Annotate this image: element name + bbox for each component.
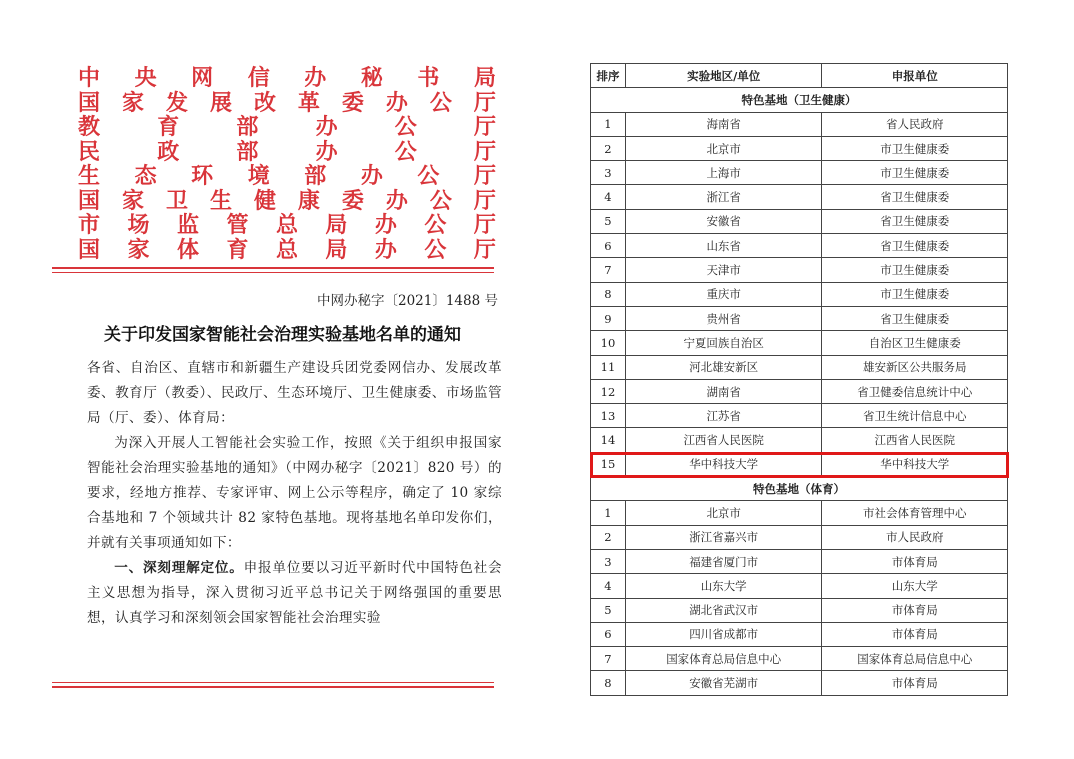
row-applicant: 市体育局 — [822, 622, 1008, 646]
issuer-char: 国 — [78, 236, 101, 263]
issuer-char: 公 — [417, 163, 440, 189]
row-rank: 7 — [591, 647, 626, 671]
issuer-char: 厅 — [473, 163, 496, 189]
table-row — [591, 647, 1008, 671]
row-rank: 5 — [591, 209, 626, 233]
row-region: 山东大学 — [625, 574, 822, 598]
row-region: 河北雄安新区 — [625, 355, 822, 379]
header-rank: 排序 — [591, 64, 626, 88]
issuer-char: 家 — [121, 89, 144, 116]
table-row — [591, 161, 1008, 185]
issuer-char: 书 — [417, 65, 440, 91]
body-paragraph-2 — [87, 556, 502, 631]
row-applicant: 市体育局 — [822, 671, 1008, 695]
section-title: 特色基地（体育） — [591, 477, 1008, 501]
row-applicant: 省卫生健康委 — [822, 209, 1008, 233]
issuer-char: 康 — [297, 187, 320, 214]
base-list-page — [590, 63, 1008, 696]
issuer-char: 政 — [157, 138, 180, 165]
issuer-char: 境 — [247, 163, 270, 189]
row-applicant: 市卫生健康委 — [822, 258, 1008, 282]
row-applicant: 自治区卫生健康委 — [822, 331, 1008, 355]
row-rank: 1 — [591, 501, 626, 525]
table-row — [591, 258, 1008, 282]
row-rank: 9 — [591, 306, 626, 330]
table-row — [591, 355, 1008, 379]
issuer-char: 总 — [275, 236, 298, 263]
row-rank: 6 — [591, 234, 626, 258]
issuing-agencies-header — [78, 66, 496, 262]
row-rank: 8 — [591, 282, 626, 306]
section-row — [591, 88, 1008, 112]
issuer-char: 厅 — [473, 89, 496, 116]
row-region: 海南省 — [625, 112, 822, 136]
red-separator-top — [52, 267, 494, 273]
issuer-char: 厅 — [473, 236, 496, 263]
notice-page — [40, 58, 510, 708]
base-list-table — [590, 63, 1008, 696]
row-applicant: 华中科技大学 — [822, 452, 1008, 476]
row-rank: 14 — [591, 428, 626, 452]
section-text-1: 申报单位要以习近平新时代中国特色社会主义思想为指导，深入贯彻习近平总书记关于网络强国的重要思想，认真学习和深刻领会国家智能社会治理实验 — [87, 560, 502, 626]
header-applicant: 申报单位 — [822, 64, 1008, 88]
issuer-char: 公 — [429, 89, 452, 116]
issuer-char: 中 — [78, 65, 101, 91]
row-applicant: 国家体育总局信息中心 — [822, 647, 1008, 671]
issuer-char: 育 — [226, 236, 249, 263]
row-rank: 2 — [591, 136, 626, 160]
issuer-char: 办 — [315, 114, 338, 140]
row-rank: 1 — [591, 112, 626, 136]
row-region: 北京市 — [625, 136, 822, 160]
row-applicant: 省卫生健康委 — [822, 185, 1008, 209]
issuer-char: 局 — [325, 212, 348, 238]
row-applicant: 市体育局 — [822, 598, 1008, 622]
row-applicant: 市人民政府 — [822, 525, 1008, 549]
table-row — [591, 574, 1008, 598]
table-row — [591, 501, 1008, 525]
row-applicant: 山东大学 — [822, 574, 1008, 598]
issuer-char: 委 — [341, 187, 364, 214]
row-applicant: 省卫健委信息统计中心 — [822, 379, 1008, 403]
issuer-char: 卫 — [165, 187, 188, 214]
table-header-row — [591, 64, 1008, 88]
body-paragraph-1: 为深入开展人工智能社会实验工作，按照《关于组织申报国家智能社会治理实验基地的通知》（中网办秘字〔2021〕820 号）的要求，经地方推荐、专家评审、网上公示等程序，确定了 10 家综合基地和 7 个领域共计 82 家特色基地。现将基地名单印发你们，并就有关事项通知如下： — [87, 435, 502, 551]
issuer-char: 家 — [121, 187, 144, 214]
row-region: 江西省人民医院 — [625, 428, 822, 452]
row-rank: 6 — [591, 622, 626, 646]
issuer-char: 局 — [473, 65, 496, 91]
row-region: 浙江省嘉兴市 — [625, 525, 822, 549]
table-row — [591, 331, 1008, 355]
issuer-line — [78, 115, 496, 140]
issuer-char: 厅 — [473, 187, 496, 214]
issuer-char: 改 — [253, 89, 276, 116]
row-region: 湖南省 — [625, 379, 822, 403]
row-applicant: 江西省人民医院 — [822, 428, 1008, 452]
row-rank: 3 — [591, 161, 626, 185]
document-title: 关于印发国家智能社会治理实验基地名单的通知 — [104, 325, 461, 345]
issuer-char: 生 — [78, 163, 101, 189]
issuer-char: 总 — [275, 212, 298, 238]
issuer-line — [78, 91, 496, 116]
document-body — [87, 356, 502, 631]
row-region: 福建省厦门市 — [625, 549, 822, 573]
issuer-char: 民 — [78, 138, 101, 165]
issuer-char: 局 — [325, 236, 348, 263]
row-region: 重庆市 — [625, 282, 822, 306]
issuer-char: 办 — [385, 89, 408, 116]
issuer-char: 办 — [374, 236, 397, 263]
row-rank: 2 — [591, 525, 626, 549]
issuer-char: 公 — [424, 236, 447, 263]
row-applicant: 市卫生健康委 — [822, 161, 1008, 185]
issuer-char: 生 — [209, 187, 232, 214]
issuer-char: 健 — [253, 187, 276, 214]
issuer-line — [78, 238, 496, 263]
issuer-char: 公 — [429, 187, 452, 214]
section-row — [591, 477, 1008, 501]
issuer-char: 委 — [341, 89, 364, 116]
addressee-paragraph: 各省、自治区、直辖市和新疆生产建设兵团党委网信办、发展改革委、教育厅（教委）、民政厅、生态环境厅、卫生健康委、市场监管局（厅、委）、体育局： — [87, 360, 502, 426]
row-region: 山东省 — [625, 234, 822, 258]
table-row — [591, 404, 1008, 428]
table-row — [591, 549, 1008, 573]
issuer-char: 市 — [78, 212, 101, 238]
row-applicant: 雄安新区公共服务局 — [822, 355, 1008, 379]
row-rank: 12 — [591, 379, 626, 403]
issuer-char: 办 — [304, 65, 327, 91]
section-heading-1: 一、深刻理解定位。 — [114, 560, 244, 576]
document-number: 中网办秘字〔2021〕1488 号 — [316, 293, 498, 309]
row-rank: 4 — [591, 185, 626, 209]
issuer-line — [78, 66, 496, 91]
issuer-char: 办 — [385, 187, 408, 214]
row-rank: 15 — [591, 452, 626, 476]
table-row — [591, 185, 1008, 209]
row-applicant: 省卫生健康委 — [822, 306, 1008, 330]
row-applicant: 市卫生健康委 — [822, 136, 1008, 160]
table-row — [591, 282, 1008, 306]
issuer-char: 监 — [176, 212, 199, 238]
issuer-line — [78, 140, 496, 165]
row-rank: 4 — [591, 574, 626, 598]
table-row — [591, 428, 1008, 452]
highlight-box — [590, 452, 1009, 478]
row-rank: 5 — [591, 598, 626, 622]
table-row — [591, 379, 1008, 403]
issuer-char: 管 — [226, 212, 249, 238]
table-row — [591, 671, 1008, 695]
table-row — [591, 112, 1008, 136]
table-row — [591, 234, 1008, 258]
issuer-char: 央 — [134, 65, 157, 91]
issuer-char: 办 — [374, 212, 397, 238]
table-row — [591, 136, 1008, 160]
issuer-char: 部 — [236, 138, 259, 165]
issuer-char: 发 — [165, 89, 188, 116]
table-body — [591, 88, 1008, 695]
row-region: 湖北省武汉市 — [625, 598, 822, 622]
row-rank: 10 — [591, 331, 626, 355]
table-row — [591, 525, 1008, 549]
issuer-line — [78, 189, 496, 214]
issuer-char: 信 — [247, 65, 270, 91]
row-region: 安徽省 — [625, 209, 822, 233]
row-applicant: 省人民政府 — [822, 112, 1008, 136]
issuer-char: 部 — [304, 163, 327, 189]
table-row — [591, 209, 1008, 233]
issuer-char: 秘 — [360, 65, 383, 91]
row-region: 宁夏回族自治区 — [625, 331, 822, 355]
row-region: 国家体育总局信息中心 — [625, 647, 822, 671]
row-region: 安徽省芜湖市 — [625, 671, 822, 695]
issuer-char: 网 — [191, 65, 214, 91]
row-region: 江苏省 — [625, 404, 822, 428]
table-row — [591, 306, 1008, 330]
issuer-char: 家 — [127, 236, 150, 263]
issuer-char: 公 — [394, 114, 417, 140]
header-region: 实验地区/单位 — [625, 64, 822, 88]
row-applicant: 市社会体育管理中心 — [822, 501, 1008, 525]
row-region: 华中科技大学 — [625, 452, 822, 476]
table-row — [591, 622, 1008, 646]
row-region: 四川省成都市 — [625, 622, 822, 646]
issuer-char: 环 — [191, 163, 214, 189]
issuer-char: 公 — [394, 138, 417, 165]
row-rank: 8 — [591, 671, 626, 695]
issuer-char: 育 — [157, 114, 180, 140]
row-rank: 13 — [591, 404, 626, 428]
issuer-char: 办 — [315, 138, 338, 165]
issuer-char: 国 — [78, 187, 101, 214]
issuer-line — [78, 213, 496, 238]
row-applicant: 省卫生统计信息中心 — [822, 404, 1008, 428]
row-rank: 7 — [591, 258, 626, 282]
row-region: 贵州省 — [625, 306, 822, 330]
row-applicant: 市卫生健康委 — [822, 282, 1008, 306]
issuer-char: 公 — [424, 212, 447, 238]
red-separator-bottom — [52, 682, 494, 688]
table-row — [591, 598, 1008, 622]
row-rank: 11 — [591, 355, 626, 379]
row-region: 浙江省 — [625, 185, 822, 209]
row-applicant: 省卫生健康委 — [822, 234, 1008, 258]
issuer-char: 态 — [134, 163, 157, 189]
row-applicant: 市体育局 — [822, 549, 1008, 573]
issuer-char: 厅 — [473, 138, 496, 165]
issuer-char: 办 — [360, 163, 383, 189]
issuer-char: 场 — [127, 212, 150, 238]
row-region: 上海市 — [625, 161, 822, 185]
issuer-char: 厅 — [473, 114, 496, 140]
section-title: 特色基地（卫生健康） — [591, 88, 1008, 112]
issuer-char: 国 — [78, 89, 101, 116]
issuer-char: 革 — [297, 89, 320, 116]
issuer-char: 厅 — [473, 212, 496, 238]
issuer-char: 体 — [176, 236, 199, 263]
issuer-line — [78, 164, 496, 189]
row-region: 北京市 — [625, 501, 822, 525]
issuer-char: 教 — [78, 114, 101, 140]
row-region: 天津市 — [625, 258, 822, 282]
issuer-char: 部 — [236, 114, 259, 140]
issuer-char: 展 — [209, 89, 232, 116]
row-rank: 3 — [591, 549, 626, 573]
